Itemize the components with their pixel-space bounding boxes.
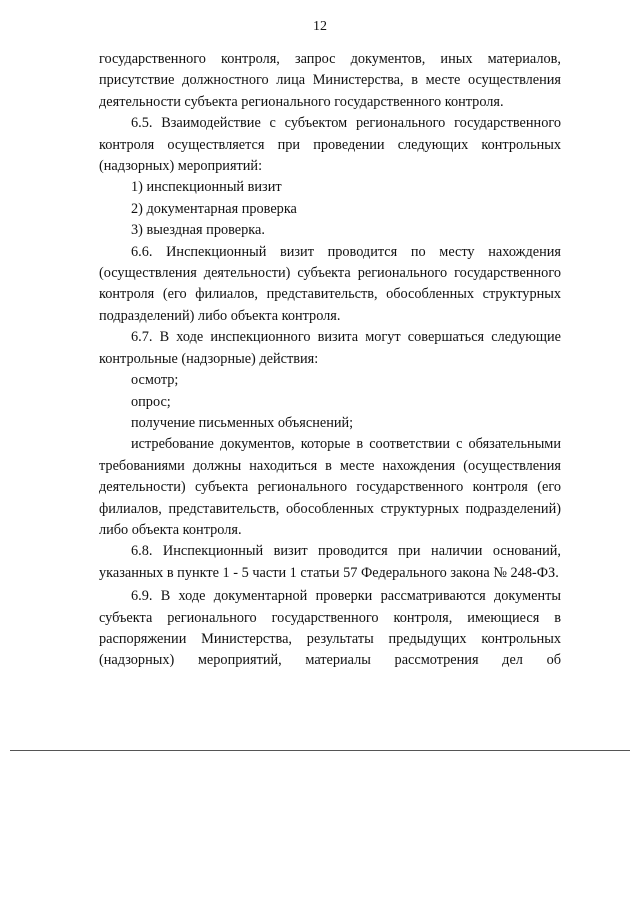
list-item-field-check: 3) выездная проверка. — [131, 222, 265, 239]
page-number: 12 — [313, 19, 327, 34]
paragraph-continuation: государственного контроля, запрос документов, иных материалов, присутствие должностного лица Министерства, в месте осуществления деятельности субъекта регионального государственного контроля. — [99, 51, 561, 110]
paragraph-6-8: 6.8. Инспекционный визит проводится при наличии оснований, указанных в пункте 1 - 5 части 1 статьи 57 Федерального закона № 248-ФЗ. — [99, 543, 561, 581]
page-bottom-divider — [10, 750, 630, 751]
list-item-document-request: истребование документов, которые в соответствии с обязательными требованиями должны находиться в месте нахождения (осуществления деятельности) субъекта регионального государственного контроля (его филиалов, представительств, обособленных структурных подразделений) либо объекта контроля. — [99, 436, 561, 538]
paragraph-6-6: 6.6. Инспекционный визит проводится по месту нахождения (осуществления деятельности) субъекта регионального государственного контроля (его филиалов, представительств, обособленных структурных подразделений) либо объекта контроля. — [99, 243, 561, 324]
paragraph-6-9: 6.9. В ходе документарной проверки рассматриваются документы субъекта регионального государственного контроля, имеющиеся в распоряжении Министерства, результаты предыдущих контрольных (надзорных) мероприятий, материалы рассмотрения дел об — [99, 588, 561, 669]
paragraph-6-7: 6.7. В ходе инспекционного визита могут совершаться следующие контрольные (надзорные) действия: — [99, 329, 561, 367]
list-item-inspection-visit: 1) инспекционный визит — [131, 179, 282, 196]
list-item-written-explanations: получение письменных объяснений; — [131, 414, 354, 431]
list-item-inspection: осмотр; — [131, 372, 179, 389]
list-item-documentary-check: 2) документарная проверка — [131, 200, 297, 217]
paragraph-6-5: 6.5. Взаимодействие с субъектом регионального государственного контроля осуществляется при проведении следующих контрольных (надзорных) мероприятий: — [99, 115, 561, 175]
document-body — [99, 49, 561, 672]
list-item-survey: опрос; — [131, 393, 171, 410]
